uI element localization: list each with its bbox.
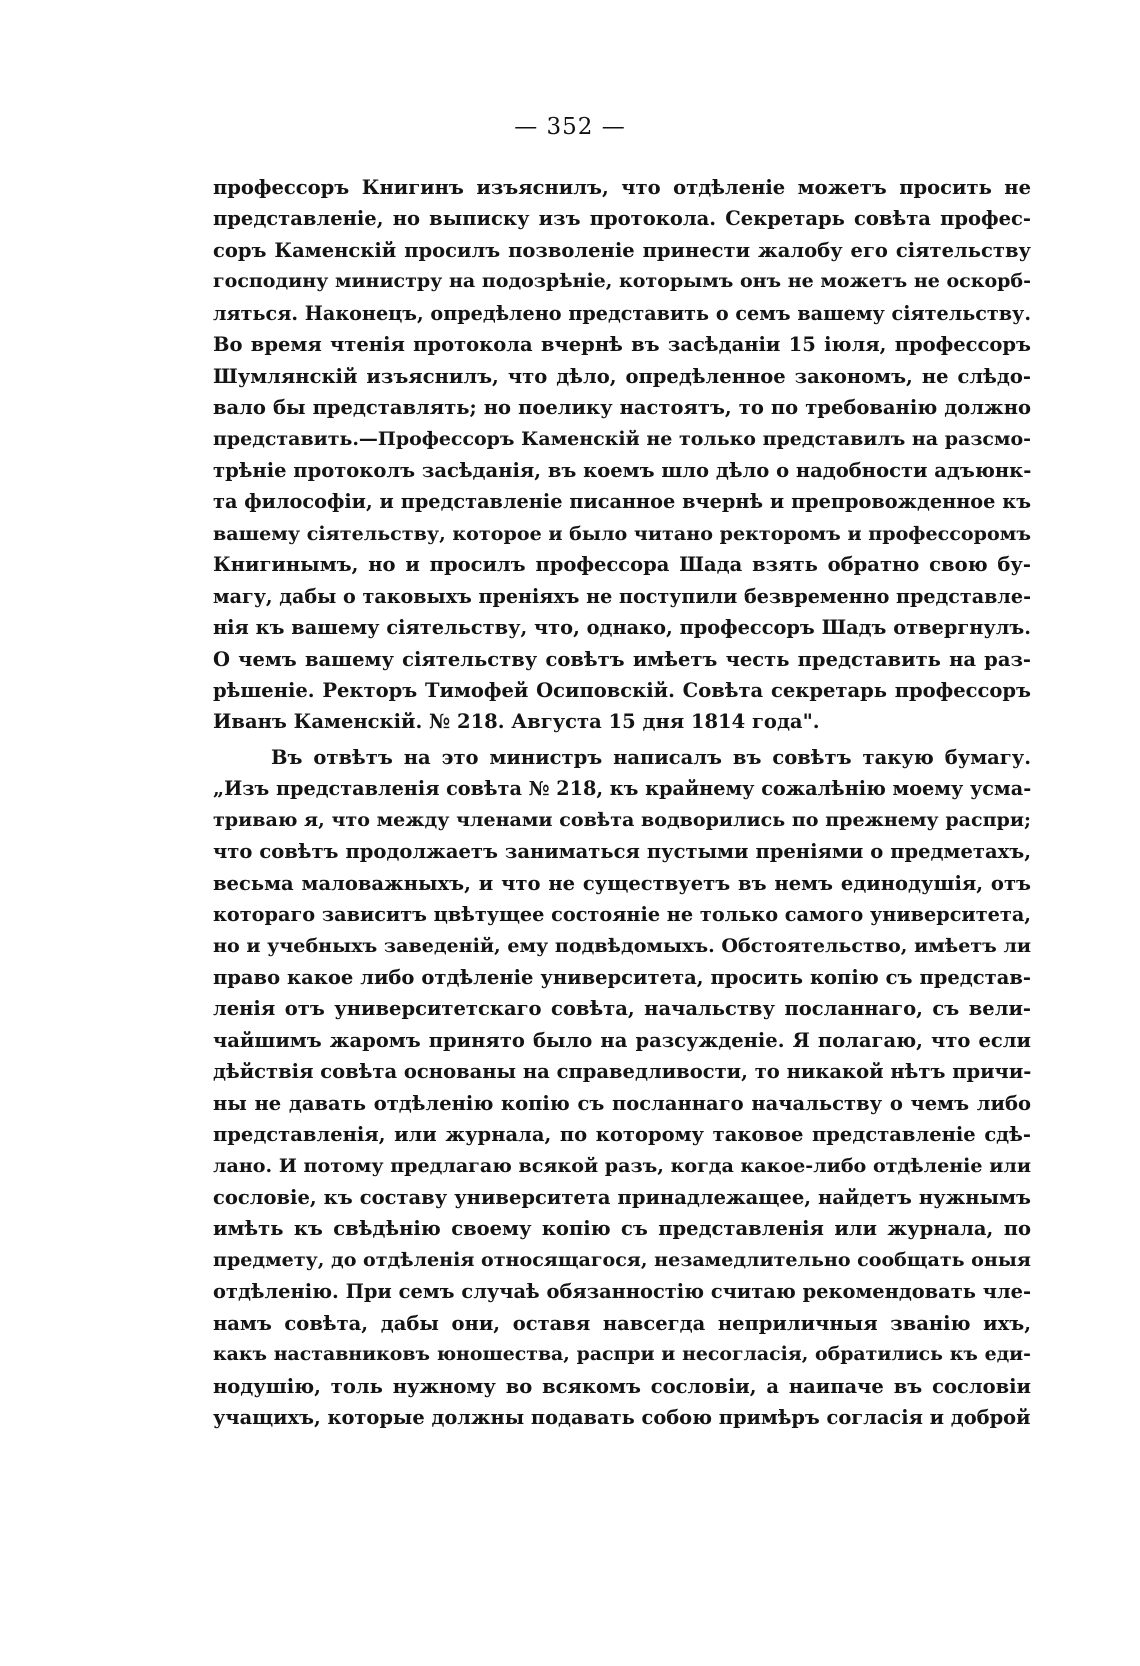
text-line: намъ совѣта, дабы они, оставя навсегда неприличныя званію ихъ, — [213, 1311, 1031, 1335]
text-line: сословіе, къ составу университета принадлежащее, найдетъ нужнымъ — [213, 1186, 1031, 1209]
text-line: представленіе, но выписку изъ протокола. Секретарь совѣта профес- — [213, 207, 1031, 231]
body-text — [213, 172, 1031, 1434]
text-line: дѣйствія совѣта основаны на справедливости, то никакой нѣтъ причи- — [213, 1060, 1032, 1084]
text-line: Книгинымъ, но и просилъ профессора Шада взять обратно свою бу- — [213, 553, 1031, 577]
text-line: О чемъ вашему сіятельству совѣтъ имѣетъ честь представить на раз- — [213, 647, 1031, 671]
text-line: ляться. Наконецъ, опредѣлено представить о семъ вашему сіятельству. — [213, 301, 1031, 325]
text-line: право какое либо отдѣленіе университета, просить копію съ представ- — [213, 965, 1031, 989]
text-line: „Изъ представленія совѣта № 218, къ крайнему сожалѣнію моему усма- — [213, 777, 1032, 801]
paragraph — [213, 172, 1031, 738]
text-line: вашему сіятельству, которое и было читано ректоромъ и профессоромъ — [213, 521, 1031, 545]
text-line: Иванъ Каменскій. № 218. Августа 15 дня 1814 года". — [213, 710, 820, 734]
text-line: что совѣтъ продолжаетъ заниматься пустыми преніями о предметахъ, — [213, 840, 1031, 864]
text-line: лано. И потому предлагаю всякой разъ, когда какое-либо отдѣленіе или — [213, 1154, 1031, 1177]
text-line: нія къ вашему сіятельству, что, однако, профессоръ Шадъ отвергнулъ. — [213, 616, 1031, 640]
paragraph — [213, 742, 1031, 1434]
text-line: отдѣленію. При семъ случаѣ обязанностію считаю рекомендовать чле- — [213, 1280, 1031, 1304]
text-line: представить.—Профессоръ Каменскій не только представилъ на разсмо- — [213, 427, 1031, 450]
text-line: господину министру на подозрѣніе, которымъ онъ не можетъ не оскорб- — [213, 270, 1031, 293]
text-line: какъ наставниковъ юношества, распри и несогласія, обратились къ еди- — [213, 1343, 1031, 1366]
text-line: триваю я, что между членами совѣта водворились по прежнему распри; — [213, 808, 1031, 831]
text-line: имѣть къ свѣдѣнію своему копію съ представленія или журнала, по — [213, 1217, 1031, 1241]
text-line: магу, дабы о таковыхъ преніяхъ не поступили безвременно представле- — [213, 584, 1031, 608]
text-line: вало бы представлять; но поелику настоятъ, то по требованію должно — [213, 396, 1031, 420]
text-line: представленія, или журнала, по которому таковое представленіе сдѣ- — [213, 1123, 1031, 1147]
text-line: учащихъ, которые должны подавать собою примѣръ согласія и доброй — [213, 1406, 1031, 1430]
text-line: рѣшеніе. Ректоръ Тимофей Осиповскій. Совѣта секретарь профессоръ — [213, 679, 1031, 702]
page-number: — 352 — — [514, 114, 626, 140]
text-line: та философіи, и представленіе писанное вчернѣ и препровожденное къ — [213, 490, 1031, 514]
text-line: Во время чтенія протокола вчернѣ въ засѣданіи 15 іюля, профессоръ — [213, 333, 1031, 357]
text-line: предмету, до отдѣленія относящагося, незамедлительно сообщать оныя — [213, 1248, 1031, 1271]
text-line: соръ Каменскій просилъ позволеніе принести жалобу его сіятельству — [213, 238, 1031, 262]
text-line: весьма маловажныхъ, и что не существуетъ въ немъ единодушія, отъ — [213, 871, 1031, 895]
text-line: чайшимъ жаромъ принято было на разсужденіе. Я полагаю, что если — [213, 1028, 1031, 1052]
text-line: трѣніе протоколъ засѣданія, въ коемъ шло дѣло о надобности адъюнк- — [213, 458, 1032, 482]
text-line: но и учебныхъ заведеній, ему подвѣдомыхъ. Обстоятельство, имѣетъ ли — [213, 934, 1032, 957]
text-line: котораго зависитъ цвѣтущее состояніе не только самого университета, — [213, 903, 1031, 927]
text-line: ны не давать отдѣленію копію съ посланнаго начальству о чемъ либо — [213, 1091, 1031, 1115]
text-line: Шумлянскій изъяснилъ, что дѣло, опредѣленное закономъ, не слѣдо- — [213, 364, 1031, 388]
text-line: профессоръ Книгинъ изъяснилъ, что отдѣленіе можетъ просить не — [213, 176, 1031, 199]
text-line: Въ отвѣтъ на это министръ написалъ въ совѣтъ такую бумагу. — [271, 745, 1031, 769]
text-line: нодушію, толь нужному во всякомъ сословіи, а наипаче въ сословіи — [213, 1374, 1031, 1398]
text-line: ленія отъ университетскаго совѣта, начальству посланнаго, съ вели- — [213, 997, 1031, 1021]
